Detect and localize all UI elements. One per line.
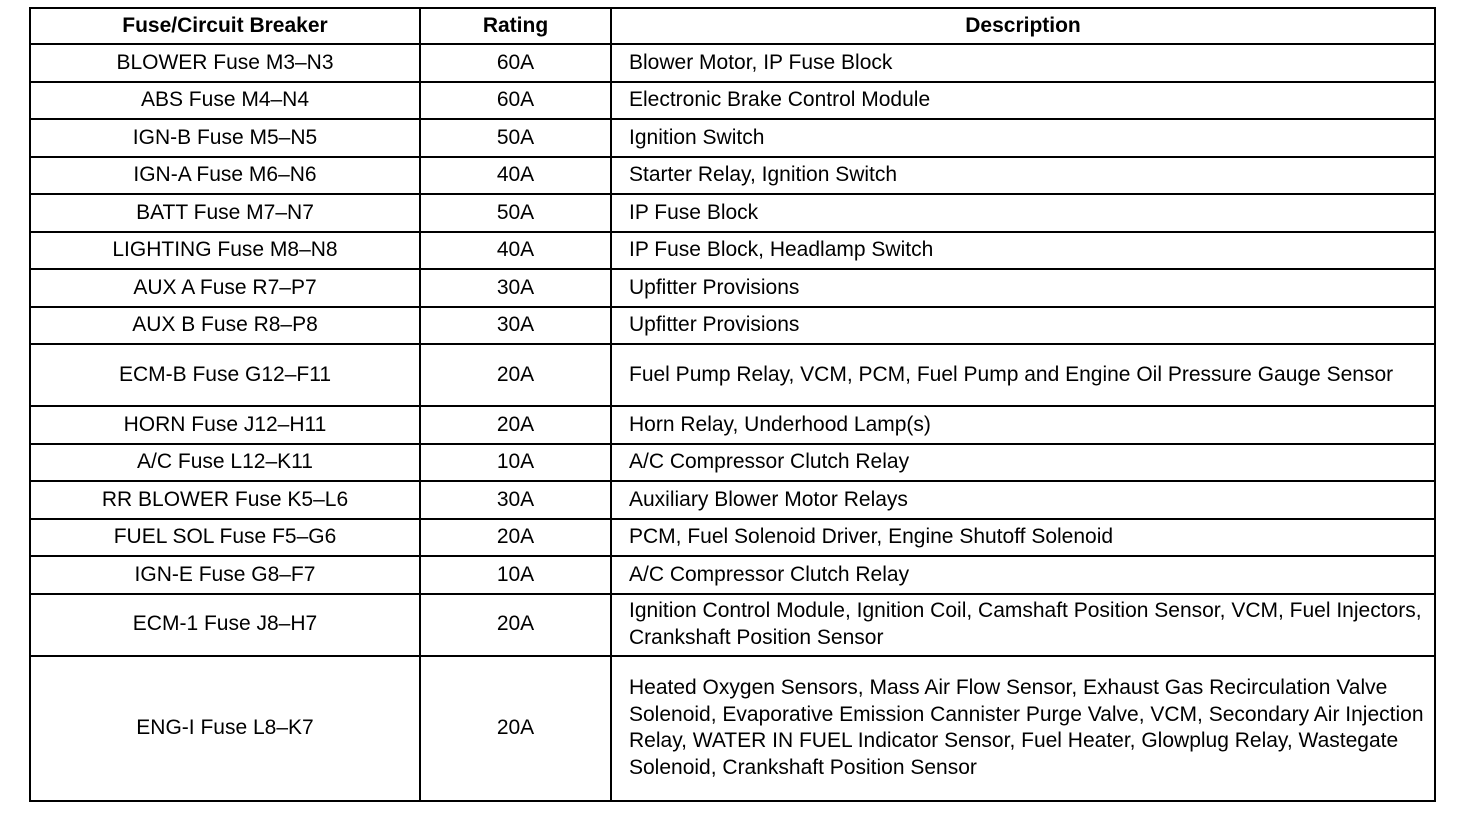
rating-cell: 20A bbox=[420, 594, 611, 656]
rating-cell: 20A bbox=[420, 656, 611, 801]
description-cell: Electronic Brake Control Module bbox=[611, 82, 1435, 120]
fuse-cell: IGN-A Fuse M6–N6 bbox=[30, 157, 420, 195]
fuse-cell: ECM-B Fuse G12–F11 bbox=[30, 344, 420, 406]
fuse-cell: AUX B Fuse R8–P8 bbox=[30, 307, 420, 345]
rating-cell: 50A bbox=[420, 119, 611, 157]
table-row bbox=[30, 157, 1435, 195]
rating-cell: 20A bbox=[420, 406, 611, 444]
description-cell: Upfitter Provisions bbox=[611, 307, 1435, 345]
rating-cell: 30A bbox=[420, 269, 611, 307]
rating-cell: 30A bbox=[420, 481, 611, 519]
rating-cell: 60A bbox=[420, 44, 611, 82]
description-cell: Upfitter Provisions bbox=[611, 269, 1435, 307]
rating-cell: 50A bbox=[420, 194, 611, 232]
description-cell: A/C Compressor Clutch Relay bbox=[611, 444, 1435, 482]
fuse-cell: ABS Fuse M4–N4 bbox=[30, 82, 420, 120]
rating-cell: 20A bbox=[420, 519, 611, 557]
description-cell: A/C Compressor Clutch Relay bbox=[611, 556, 1435, 594]
rating-cell: 10A bbox=[420, 556, 611, 594]
header-description: Description bbox=[611, 8, 1435, 44]
fuse-cell: AUX A Fuse R7–P7 bbox=[30, 269, 420, 307]
fuse-cell: A/C Fuse L12–K11 bbox=[30, 444, 420, 482]
fuse-cell: ENG-I Fuse L8–K7 bbox=[30, 656, 420, 801]
rating-cell: 60A bbox=[420, 82, 611, 120]
table-row bbox=[30, 594, 1435, 656]
fuse-cell: IGN-E Fuse G8–F7 bbox=[30, 556, 420, 594]
header-row bbox=[30, 8, 1435, 44]
fuse-cell: LIGHTING Fuse M8–N8 bbox=[30, 232, 420, 270]
table-row bbox=[30, 444, 1435, 482]
fuse-cell: BLOWER Fuse M3–N3 bbox=[30, 44, 420, 82]
description-cell: IP Fuse Block, Headlamp Switch bbox=[611, 232, 1435, 270]
description-cell: Blower Motor, IP Fuse Block bbox=[611, 44, 1435, 82]
description-cell: Auxiliary Blower Motor Relays bbox=[611, 481, 1435, 519]
table-row bbox=[30, 232, 1435, 270]
header-rating: Rating bbox=[420, 8, 611, 44]
rating-cell: 20A bbox=[420, 344, 611, 406]
rating-cell: 10A bbox=[420, 444, 611, 482]
table-row bbox=[30, 307, 1435, 345]
table-row bbox=[30, 119, 1435, 157]
description-cell: Ignition Switch bbox=[611, 119, 1435, 157]
fuse-cell: FUEL SOL Fuse F5–G6 bbox=[30, 519, 420, 557]
table-row bbox=[30, 44, 1435, 82]
fuse-cell: BATT Fuse M7–N7 bbox=[30, 194, 420, 232]
table-row bbox=[30, 344, 1435, 406]
description-cell: Heated Oxygen Sensors, Mass Air Flow Sensor, Exhaust Gas Recirculation Valve Solenoid, Evaporative Emission Cannister Purge Valve, VCM, Secondary Air Injection Relay, WATER IN FUEL Indicator Sensor, Fuel Heater, Glowplug Relay, Wastegate Solenoid, Crankshaft Position Sensor bbox=[611, 656, 1435, 801]
rating-cell: 40A bbox=[420, 232, 611, 270]
description-cell: Horn Relay, Underhood Lamp(s) bbox=[611, 406, 1435, 444]
rating-cell: 30A bbox=[420, 307, 611, 345]
rating-cell: 40A bbox=[420, 157, 611, 195]
description-cell: IP Fuse Block bbox=[611, 194, 1435, 232]
description-cell: Starter Relay, Ignition Switch bbox=[611, 157, 1435, 195]
table-row bbox=[30, 481, 1435, 519]
fuse-table bbox=[29, 7, 1436, 802]
table-row bbox=[30, 556, 1435, 594]
description-cell: Fuel Pump Relay, VCM, PCM, Fuel Pump and Engine Oil Pressure Gauge Sensor bbox=[611, 344, 1435, 406]
fuse-cell: RR BLOWER Fuse K5–L6 bbox=[30, 481, 420, 519]
fuse-cell: ECM-1 Fuse J8–H7 bbox=[30, 594, 420, 656]
table-row bbox=[30, 269, 1435, 307]
fuse-cell: IGN-B Fuse M5–N5 bbox=[30, 119, 420, 157]
table-row bbox=[30, 194, 1435, 232]
table-row bbox=[30, 82, 1435, 120]
description-cell: Ignition Control Module, Ignition Coil, Camshaft Position Sensor, VCM, Fuel Injectors, Crankshaft Position Sensor bbox=[611, 594, 1435, 656]
description-cell: PCM, Fuel Solenoid Driver, Engine Shutoff Solenoid bbox=[611, 519, 1435, 557]
table-row bbox=[30, 406, 1435, 444]
table-row bbox=[30, 519, 1435, 557]
fuse-cell: HORN Fuse J12–H11 bbox=[30, 406, 420, 444]
header-fuse: Fuse/Circuit Breaker bbox=[30, 8, 420, 44]
table-row bbox=[30, 656, 1435, 801]
